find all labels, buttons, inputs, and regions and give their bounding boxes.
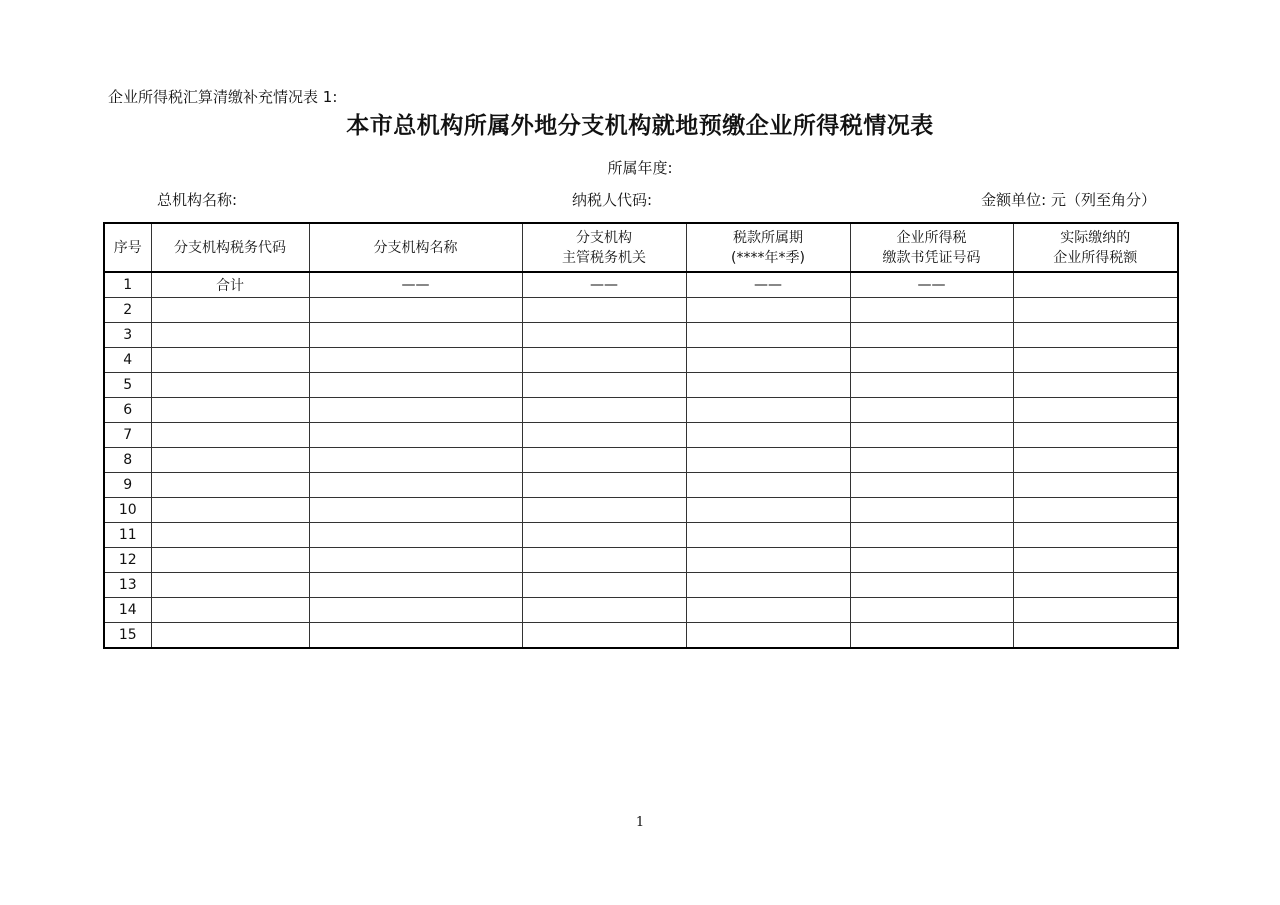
cell-tax-authority [522, 523, 686, 548]
cell-branch-name [309, 523, 522, 548]
cell-tax-period [686, 448, 850, 473]
cell-seq: 6 [104, 398, 151, 423]
cell-seq: 11 [104, 523, 151, 548]
cell-branch-tax-code [151, 298, 309, 323]
cell-actual-tax-paid [1013, 298, 1178, 323]
cell-branch-tax-code [151, 623, 309, 649]
cell-voucher-number [850, 623, 1013, 649]
cell-seq: 2 [104, 298, 151, 323]
cell-voucher-number [850, 298, 1013, 323]
cell-tax-period [686, 598, 850, 623]
cell-branch-tax-code [151, 323, 309, 348]
form-title: 本市总机构所属外地分支机构就地预缴企业所得税情况表 [346, 113, 934, 139]
table-row [104, 323, 1178, 348]
cell-tax-authority [522, 423, 686, 448]
cell-actual-tax-paid [1013, 398, 1178, 423]
table-row [104, 448, 1178, 473]
cell-branch-tax-code [151, 523, 309, 548]
cell-branch-name [309, 473, 522, 498]
cell-seq: 14 [104, 598, 151, 623]
table-row [104, 573, 1178, 598]
cell-actual-tax-paid [1013, 473, 1178, 498]
cell-tax-authority [522, 448, 686, 473]
table-row [104, 498, 1178, 523]
cell-branch-name [309, 423, 522, 448]
cell-tax-authority [522, 473, 686, 498]
cell-voucher-number [850, 523, 1013, 548]
cell-actual-tax-paid [1013, 448, 1178, 473]
cell-branch-name [309, 598, 522, 623]
cell-tax-period [686, 398, 850, 423]
header-seq: 序号 [104, 223, 151, 272]
cell-tax-period [686, 348, 850, 373]
cell-voucher-number [850, 448, 1013, 473]
cell-branch-tax-code [151, 473, 309, 498]
table-row [104, 623, 1178, 649]
year-label: 所属年度: [607, 159, 673, 177]
cell-voucher-number [850, 323, 1013, 348]
cell-actual-tax-paid [1013, 498, 1178, 523]
cell-actual-tax-paid [1013, 373, 1178, 398]
cell-tax-period: —— [686, 272, 850, 298]
cell-seq: 15 [104, 623, 151, 649]
branch-tax-table [103, 222, 1179, 649]
cell-branch-tax-code [151, 398, 309, 423]
table-row [104, 373, 1178, 398]
cell-tax-period [686, 473, 850, 498]
cell-tax-authority [522, 548, 686, 573]
org-name-label: 总机构名称: [157, 191, 238, 209]
header-row [104, 223, 1178, 272]
cell-tax-period [686, 523, 850, 548]
cell-tax-authority [522, 598, 686, 623]
header-branch-name: 分支机构名称 [309, 223, 522, 272]
table-row [104, 598, 1178, 623]
table-row [104, 398, 1178, 423]
cell-voucher-number [850, 498, 1013, 523]
cell-tax-authority [522, 498, 686, 523]
cell-branch-name [309, 623, 522, 649]
header-actual-tax-paid: 实际缴纳的 企业所得税额 [1013, 223, 1178, 272]
cell-branch-name: —— [309, 272, 522, 298]
cell-actual-tax-paid [1013, 573, 1178, 598]
cell-branch-name [309, 573, 522, 598]
cell-tax-period [686, 298, 850, 323]
cell-seq: 4 [104, 348, 151, 373]
cell-voucher-number [850, 398, 1013, 423]
cell-seq: 12 [104, 548, 151, 573]
cell-branch-name [309, 348, 522, 373]
cell-branch-tax-code [151, 448, 309, 473]
cell-voucher-number [850, 598, 1013, 623]
cell-tax-authority [522, 298, 686, 323]
cell-seq: 3 [104, 323, 151, 348]
cell-seq: 7 [104, 423, 151, 448]
cell-branch-name [309, 323, 522, 348]
cell-branch-tax-code: 合计 [151, 272, 309, 298]
cell-seq: 13 [104, 573, 151, 598]
cell-tax-period [686, 423, 850, 448]
cell-actual-tax-paid [1013, 548, 1178, 573]
cell-tax-authority [522, 373, 686, 398]
cell-seq: 10 [104, 498, 151, 523]
cell-actual-tax-paid [1013, 323, 1178, 348]
cell-branch-tax-code [151, 348, 309, 373]
cell-actual-tax-paid [1013, 348, 1178, 373]
header-tax-period: 税款所属期 (****年*季) [686, 223, 850, 272]
cell-branch-tax-code [151, 373, 309, 398]
cell-tax-authority [522, 398, 686, 423]
header-tax-authority: 分支机构 主管税务机关 [522, 223, 686, 272]
cell-voucher-number: —— [850, 272, 1013, 298]
cell-tax-period [686, 323, 850, 348]
cell-voucher-number [850, 473, 1013, 498]
header-branch-tax-code: 分支机构税务代码 [151, 223, 309, 272]
cell-branch-tax-code [151, 498, 309, 523]
cell-tax-period [686, 573, 850, 598]
cell-actual-tax-paid [1013, 623, 1178, 649]
cell-branch-name [309, 448, 522, 473]
amount-unit-label: 金额单位: 元（列至角分） [981, 191, 1156, 209]
page-number: 1 [635, 815, 645, 830]
cell-branch-name [309, 298, 522, 323]
cell-seq: 8 [104, 448, 151, 473]
cell-tax-authority [522, 573, 686, 598]
cell-tax-authority [522, 623, 686, 649]
table-row [104, 423, 1178, 448]
cell-actual-tax-paid [1013, 272, 1178, 298]
cell-voucher-number [850, 548, 1013, 573]
taxpayer-code-label: 纳税人代码: [572, 191, 653, 209]
cell-seq: 5 [104, 373, 151, 398]
header-voucher-number: 企业所得税 缴款书凭证号码 [850, 223, 1013, 272]
cell-tax-authority [522, 348, 686, 373]
cell-actual-tax-paid [1013, 423, 1178, 448]
table-body [104, 272, 1178, 648]
cell-voucher-number [850, 573, 1013, 598]
table-row [104, 272, 1178, 298]
cell-branch-tax-code [151, 598, 309, 623]
cell-voucher-number [850, 373, 1013, 398]
cell-branch-tax-code [151, 573, 309, 598]
cell-tax-period [686, 498, 850, 523]
cell-seq: 9 [104, 473, 151, 498]
cell-tax-period [686, 548, 850, 573]
cell-branch-tax-code [151, 423, 309, 448]
cell-branch-name [309, 548, 522, 573]
cell-actual-tax-paid [1013, 598, 1178, 623]
table-row [104, 348, 1178, 373]
cell-tax-period [686, 373, 850, 398]
cell-branch-tax-code [151, 548, 309, 573]
cell-tax-period [686, 623, 850, 649]
cell-branch-name [309, 373, 522, 398]
table-row [104, 523, 1178, 548]
cell-branch-name [309, 498, 522, 523]
cell-tax-authority: —— [522, 272, 686, 298]
table-row [104, 548, 1178, 573]
table-row [104, 298, 1178, 323]
cell-tax-authority [522, 323, 686, 348]
table-row [104, 473, 1178, 498]
cell-actual-tax-paid [1013, 523, 1178, 548]
form-subtitle: 企业所得税汇算清缴补充情况表 1: [108, 88, 338, 106]
cell-seq: 1 [104, 272, 151, 298]
cell-voucher-number [850, 348, 1013, 373]
cell-branch-name [309, 398, 522, 423]
cell-voucher-number [850, 423, 1013, 448]
